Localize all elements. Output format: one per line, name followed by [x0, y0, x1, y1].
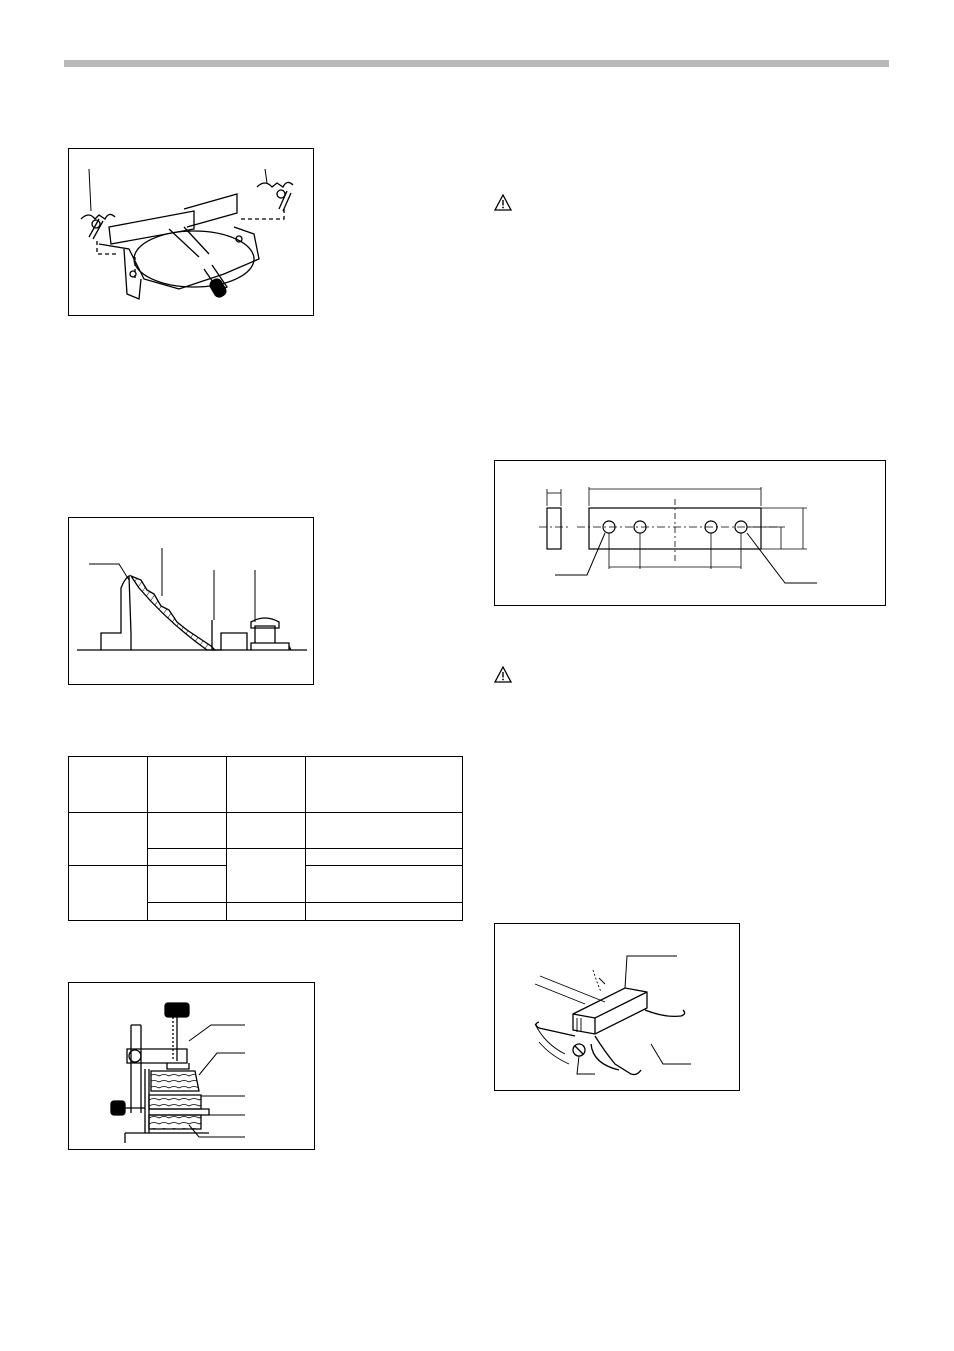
table-cell	[227, 757, 306, 813]
table-cell	[227, 903, 306, 921]
figure-vertical-vise	[68, 982, 315, 1150]
figure-holder-assembly	[494, 923, 740, 1091]
caution-triangle-icon	[494, 666, 512, 683]
table-cell	[306, 866, 463, 903]
spec-table	[68, 756, 463, 921]
wooden-facing-dimension-icon	[495, 461, 887, 607]
table-cell	[306, 813, 463, 849]
figure-sub-fence	[68, 148, 314, 316]
table-cell	[69, 757, 148, 813]
vertical-vise-clamp-icon	[69, 983, 316, 1151]
table-cell	[306, 757, 463, 813]
miter-saw-sub-fence-icon	[69, 149, 315, 317]
table-cell	[148, 757, 227, 813]
table-cell	[306, 903, 463, 921]
caution-triangle-icon	[494, 194, 512, 211]
figure-workpiece-profile	[68, 517, 314, 685]
table-cell	[148, 903, 227, 921]
crown-molding-profile-icon	[69, 518, 315, 686]
table-cell	[227, 849, 306, 903]
table-cell	[227, 813, 306, 849]
figure-wooden-facing	[494, 460, 886, 606]
holder-rod-assembly-icon	[495, 924, 741, 1092]
table-cell	[306, 849, 463, 866]
table-cell	[69, 866, 148, 921]
header-rule	[64, 60, 889, 67]
table-cell	[148, 813, 227, 849]
table-cell	[148, 866, 227, 903]
table-cell	[148, 849, 227, 866]
table-cell	[69, 813, 148, 866]
